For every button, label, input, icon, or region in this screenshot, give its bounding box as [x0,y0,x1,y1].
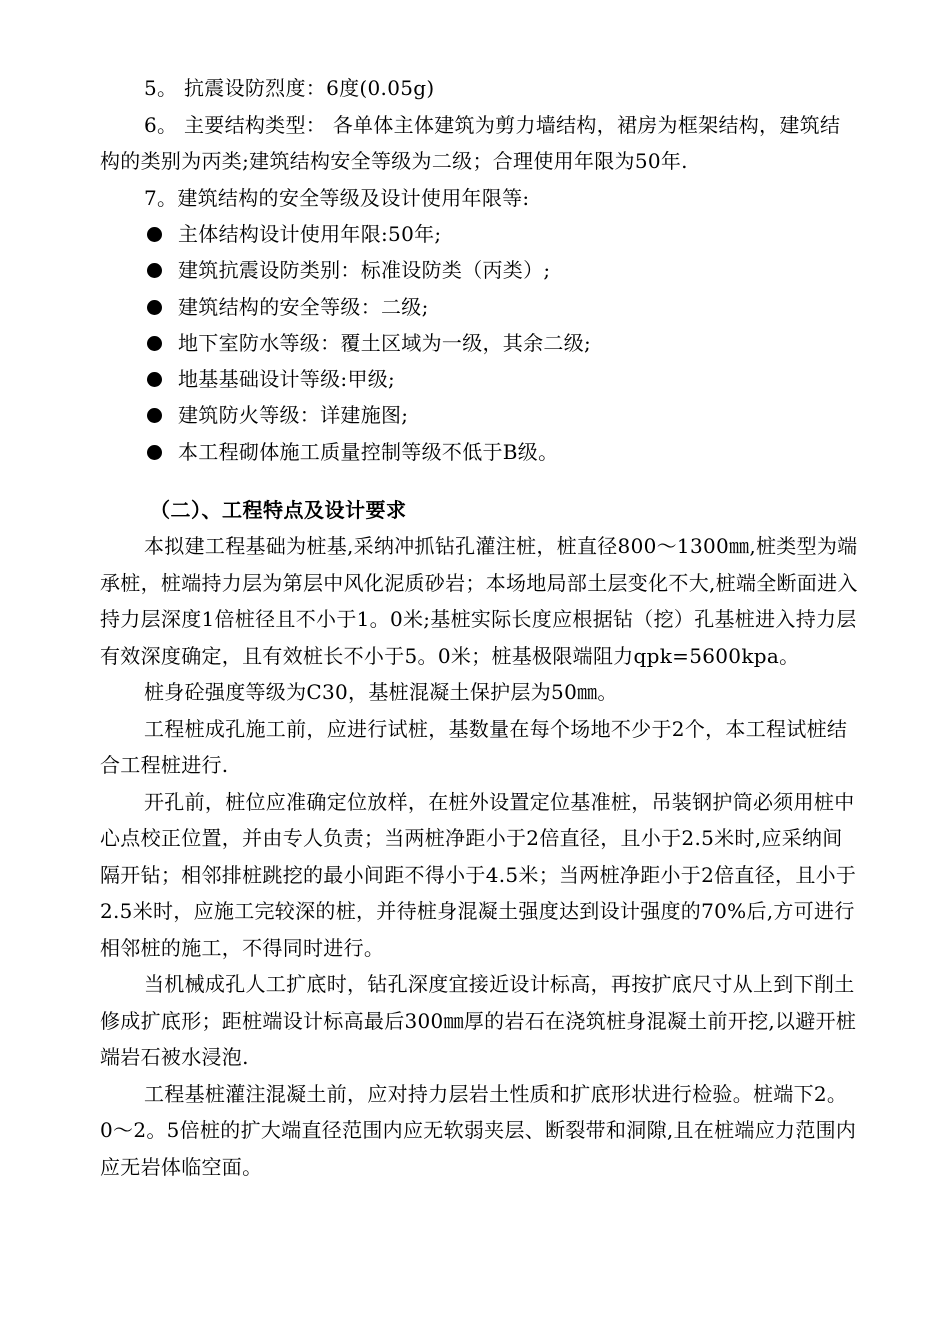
list-item: 地下室防水等级：覆土区域为一级，其余二级; [100,325,860,361]
paragraph-inspection: 工程基桩灌注混凝土前，应对持力层岩土性质和扩底形状进行检验。桩端下2。0～2。5倍桩的扩大端直径范围内应无软弱夹层、断裂带和洞隙,且在桩端应力范围内应无岩体临空面。 [100,1081,857,1179]
bullet-icon [147,445,162,460]
bullet-icon [147,372,162,387]
item-6: 6。 主要结构类型： 各单体主体建筑为剪力墙结构，裙房为框架结构，建筑结构的类别为丙类;建筑结构安全等级为二级；合理使用年限为50年. [100,112,841,173]
paragraph-test-pile: 工程桩成孔施工前，应进行试桩，基数量在每个场地不少于2个，本工程试桩结合工程桩进行. [100,716,848,778]
requirements-list [100,216,860,470]
list-item: 建筑结构的安全等级：二级; [100,289,860,325]
list-item: 主体结构设计使用年限:50年; [100,216,860,252]
document-body [100,70,860,1185]
item-5: 5。 抗震设防烈度：6度(0.05g) [144,76,435,100]
paragraph-drilling: 开孔前，桩位应准确定位放样，在桩外设置定位基准桩，吊装钢护筒必须用桩中心点校正位置，并由专人负责；当两桩净距小于2倍直径，且小于2.5米时,应采纳间隔开钻；相邻排桩跳挖的最小间距不得小于4.5米；当两桩净距小于2倍直径，且小于2.5米时，应施工完较深的桩，并待桩身混凝土强度达到设计强度的70%后,方可进行相邻桩的施工，不得同时进行。 [100,789,857,960]
bullet-icon [147,263,162,278]
bullet-icon [147,336,162,351]
paragraph-underreaming: 当机械成孔人工扩底时，钻孔深度宜接近设计标高，再按扩底尺寸从上到下削土修成扩底形；距桩端设计标高最后300㎜厚的岩石在浇筑桩身混凝土前开挖,以避开桩端岩石被水浸泡. [100,972,857,1070]
bullet-icon [147,300,162,315]
list-item: 本工程砌体施工质量控制等级不低于B级。 [100,434,860,470]
list-item: 建筑防火等级：详建施图; [100,397,860,433]
bullet-icon [147,408,162,423]
list-item: 地基基础设计等级:甲级; [100,361,860,397]
bullet-icon [147,227,162,242]
item-7: 7。建筑结构的安全等级及设计使用年限等: [144,185,530,210]
section-heading: （二）、工程特点及设计要求 [150,498,407,523]
list-item: 建筑抗震设防类别：标准设防类（丙类）; [100,252,860,288]
paragraph-foundation: 本拟建工程基础为桩基,采纳冲抓钻孔灌注桩，桩直径800～1300㎜,桩类型为端承桩，桩端持力层为第层中风化泥质砂岩；本场地局部土层变化不大,桩端全断面进入持力层深度1倍桩径且不小于1。0米;基桩实际长度应根据钻（挖）孔基桩进入持力层有效深度确定，且有效桩长不小于5。0米；桩基极限端阻力qpk=5600kpa。 [100,534,858,668]
paragraph-concrete-grade: 桩身砼强度等级为C30，基桩混凝土保护层为50㎜。 [144,680,618,705]
